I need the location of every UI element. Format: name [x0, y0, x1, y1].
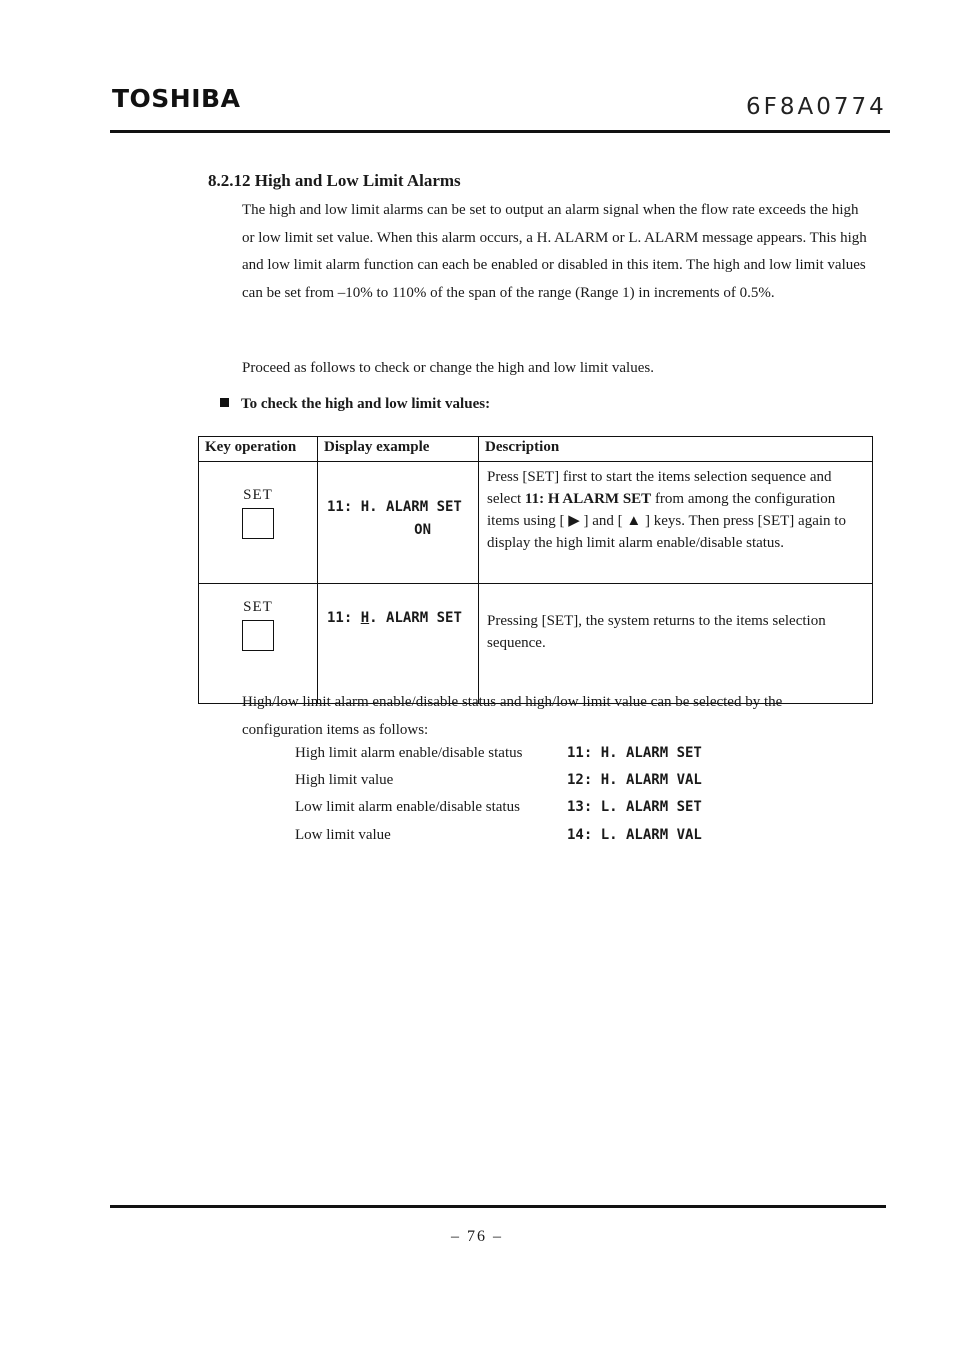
description-cell: [479, 462, 873, 584]
set-key-icon: [242, 508, 274, 539]
header-description: Description: [479, 437, 873, 462]
set-key-icon: [242, 620, 274, 651]
description-cell: Pressing [SET], the system returns to the items selection sequence.: [479, 584, 873, 704]
config-item-code: 12: H. ALARM VAL: [567, 772, 702, 788]
description-text: Press [SET] first to start the items selection sequence and select: [487, 469, 832, 507]
config-intro: High/low limit alarm enable/disable status and high/low limit value can be selected by the configuration items as follows:: [242, 694, 783, 738]
config-item-label: High limit alarm enable/disable status: [295, 745, 523, 761]
config-item-code: 13: L. ALARM SET: [567, 799, 702, 815]
bullet-heading: [220, 396, 490, 413]
brand-logo: TOSHIBA: [112, 84, 241, 113]
header-key-operation: Key operation: [199, 437, 318, 462]
key-operation-table: [198, 436, 873, 704]
section-title: 8.2.12 High and Low Limit Alarms: [208, 171, 461, 190]
config-item-label: High limit value: [295, 772, 394, 788]
document-number: 6F8A0774: [746, 94, 887, 120]
header-display-example: Display example: [318, 437, 479, 462]
config-item-label: Low limit value: [295, 827, 391, 843]
proceed-paragraph: Proceed as follows to check or change the high and low limit values.: [242, 360, 654, 376]
key-label: SET: [243, 487, 273, 503]
display-rest: . ALARM SET: [369, 610, 462, 626]
display-cell: [318, 584, 479, 704]
display-line-2: ON: [414, 522, 431, 538]
table-row: [199, 584, 873, 704]
config-item-label: Low limit alarm enable/disable status: [295, 799, 520, 815]
intro-paragraph: The high and low limit alarms can be set to output an alarm signal when the flow rate exceeds the high or low limit set value. When this alarm occurs, a H. ALARM or L. ALARM message appears. This high and low limit alarm function can each be enabled or disabled in this item. The high and low limit values can be set from –10% to 110% of the span of the range (Range 1) in increments of 0.5%.: [242, 202, 867, 301]
display-cursor-char: H: [360, 610, 370, 626]
display-line-1: 11: H. ALARM SET: [327, 499, 462, 515]
display-cell: [318, 462, 479, 584]
config-item-code: 11: H. ALARM SET: [567, 745, 702, 761]
key-cell: [199, 584, 318, 704]
display-prefix: 11:: [327, 610, 361, 626]
description-item-name: 11: H ALARM SET: [524, 491, 652, 507]
key-label: SET: [243, 599, 273, 615]
config-item-code: 14: L. ALARM VAL: [567, 827, 702, 843]
bullet-square-icon: [220, 398, 229, 407]
footer-rule: [110, 1205, 886, 1208]
description-text-cont: from among the configuration items using [ ▶ ] and [ ▲ ] keys. Then press [SET] again to display the high limit alarm enable/disable status.: [487, 491, 846, 551]
bullet-heading-text: To check the high and low limit values:: [241, 396, 491, 412]
table-header-row: [199, 437, 873, 462]
key-cell: [199, 462, 318, 584]
table-row: [199, 462, 873, 584]
display-line-1: [319, 607, 477, 630]
page-number: – 76 –: [451, 1228, 503, 1245]
header-rule: [110, 130, 890, 133]
